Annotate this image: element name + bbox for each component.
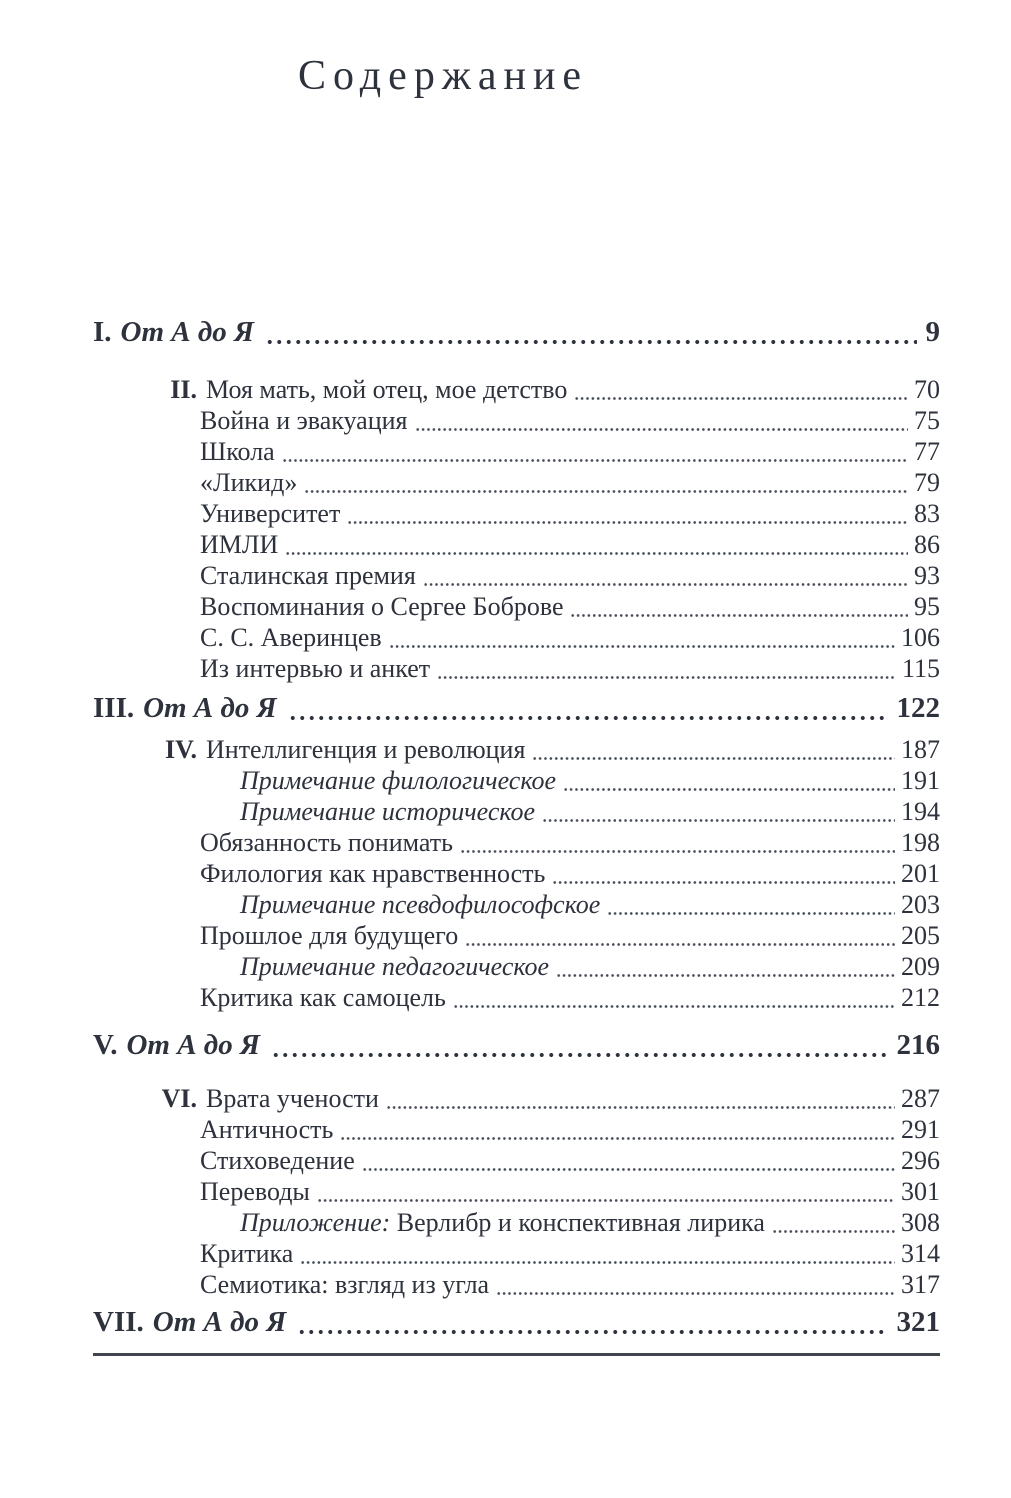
dot-leader <box>389 644 895 649</box>
dot-leader <box>347 520 908 525</box>
dot-leader <box>285 551 908 556</box>
toc-entry <box>93 982 940 1013</box>
section-numeral: IV. <box>164 735 197 764</box>
toc-entry <box>93 858 940 889</box>
entry-title: Из интервью и анкет <box>200 654 431 683</box>
entry-title: Примечание педагогическое <box>240 952 550 981</box>
page-number: 191 <box>901 766 940 795</box>
entry-title: «Ликид» <box>200 468 298 497</box>
page-number: 77 <box>914 437 940 466</box>
page-number: 314 <box>901 1239 940 1268</box>
page-number: 79 <box>914 468 940 497</box>
dot-leader <box>607 911 895 916</box>
page-number: 75 <box>914 406 940 435</box>
section-numeral: VI. <box>161 1084 197 1113</box>
entry-title: Школа <box>200 437 275 466</box>
page-number: 287 <box>901 1084 940 1113</box>
dot-leader <box>556 973 895 978</box>
toc-entry <box>93 889 940 920</box>
dot-leader <box>386 1105 895 1110</box>
page-number: 296 <box>901 1146 940 1175</box>
toc-entry <box>93 1176 940 1207</box>
toc-entry <box>93 1083 940 1114</box>
entry-title: От А до Я <box>143 692 277 724</box>
toc-entry <box>93 1027 940 1063</box>
dot-leader <box>265 339 916 345</box>
page-number: 187 <box>901 735 940 764</box>
dot-leader <box>300 1260 895 1265</box>
dot-leader <box>542 818 895 823</box>
entry-title: От А до Я <box>126 1029 260 1061</box>
page-number: 83 <box>914 499 940 528</box>
entry-title: От А до Я <box>152 1306 287 1338</box>
chapter-numeral: VII. <box>93 1306 144 1338</box>
page-number: 321 <box>896 1306 940 1338</box>
dot-leader <box>496 1291 895 1296</box>
page-number: 93 <box>914 561 940 590</box>
chapter-numeral: V. <box>93 1029 118 1061</box>
page-number: 205 <box>901 921 940 950</box>
entry-title: Критика как самоцель <box>200 983 446 1012</box>
dot-leader <box>304 489 908 494</box>
dot-leader <box>317 1198 895 1203</box>
dot-leader <box>460 849 895 854</box>
dot-leader <box>282 458 908 463</box>
toc-entry <box>93 796 940 827</box>
section-numeral: II. <box>170 375 197 404</box>
toc-entry <box>93 1304 940 1340</box>
entry-title: Интеллигенция и революция <box>206 735 526 764</box>
entry-title: Филология как нравственность <box>200 859 546 888</box>
entry-title: Врата учености <box>206 1084 379 1113</box>
dot-leader <box>362 1167 895 1172</box>
toc-entry <box>93 653 940 684</box>
dot-leader <box>423 582 908 587</box>
toc-entry <box>93 314 940 350</box>
page-number: 216 <box>896 1029 940 1061</box>
toc-entry <box>93 765 940 796</box>
page-number: 115 <box>901 654 940 683</box>
page-number: 198 <box>901 828 940 857</box>
page-number: 203 <box>901 890 940 919</box>
dot-leader <box>453 1004 895 1009</box>
toc-entry <box>93 1114 940 1145</box>
entry-title-label: Приложение: <box>240 1208 391 1237</box>
toc-entry <box>93 622 940 653</box>
entry-title: Университет <box>200 499 341 528</box>
toc-entry <box>93 374 940 405</box>
toc-entry <box>93 1145 940 1176</box>
chapter-numeral: III. <box>93 692 135 724</box>
entry-title: Сталинская премия <box>200 561 416 590</box>
toc-list <box>93 314 940 1340</box>
toc-entry <box>93 467 940 498</box>
toc-entry <box>93 920 940 951</box>
page-number: 201 <box>901 859 940 888</box>
entry-title: Примечание филологическое <box>240 766 557 795</box>
toc-entry <box>93 951 940 982</box>
dot-leader <box>288 715 888 721</box>
entry-title: Обязанность понимать <box>200 828 453 857</box>
dot-leader <box>570 613 908 618</box>
page-number: 86 <box>914 530 940 559</box>
toc-entry <box>93 1269 940 1300</box>
page-number: 308 <box>901 1208 940 1237</box>
page-number: 9 <box>925 316 940 348</box>
dot-leader <box>271 1052 888 1058</box>
toc-entry <box>93 1207 940 1238</box>
page-number: 95 <box>914 592 940 621</box>
toc-entry <box>93 560 940 591</box>
toc-entry <box>93 498 940 529</box>
toc-page <box>93 0 940 1356</box>
entry-title: ИМЛИ <box>200 530 279 559</box>
entry-title: Примечание историческое <box>240 797 536 826</box>
toc-entry <box>93 1238 940 1269</box>
entry-title: Переводы <box>200 1177 310 1206</box>
entry-title: Примечание псевдофилософское <box>240 890 601 919</box>
entry-title: С. С. Аверинцев <box>200 623 382 652</box>
dot-leader <box>772 1229 895 1234</box>
dot-leader <box>532 756 895 761</box>
toc-entry <box>93 734 940 765</box>
toc-entry <box>93 405 940 436</box>
entry-title: Верлибр и конспективная лирика <box>390 1208 765 1237</box>
entry-title: Прошлое для будущего <box>200 921 459 950</box>
entry-title: Критика <box>200 1239 294 1268</box>
dot-leader <box>340 1136 895 1141</box>
entry-title: Семиотика: взгляд из угла <box>200 1270 490 1299</box>
dot-leader <box>574 396 908 401</box>
page-number: 209 <box>901 952 940 981</box>
page-number: 106 <box>901 623 940 652</box>
dot-leader <box>297 1329 887 1335</box>
entry-title: От А до Я <box>120 316 255 348</box>
entry-title: Воспоминания о Сергее Боброве <box>200 592 564 621</box>
page-number: 122 <box>896 692 940 724</box>
page-number: 291 <box>901 1115 940 1144</box>
entry-title: Война и эвакуация <box>200 406 408 435</box>
toc-entry <box>93 827 940 858</box>
entry-title: Античность <box>200 1115 334 1144</box>
dot-leader <box>552 880 895 885</box>
entry-title: Моя мать, мой отец, мое детство <box>206 375 568 404</box>
page-title: Содержание <box>298 53 589 99</box>
chapter-numeral: I. <box>93 316 112 348</box>
dot-leader <box>563 787 895 792</box>
page-number: 301 <box>901 1177 940 1206</box>
page-number: 317 <box>901 1270 940 1299</box>
dot-leader <box>437 675 896 680</box>
bottom-rule <box>93 1353 940 1356</box>
page-number: 212 <box>901 983 940 1012</box>
toc-entry <box>93 529 940 560</box>
dot-leader <box>415 427 908 432</box>
toc-entry <box>93 436 940 467</box>
dot-leader <box>465 942 895 947</box>
page-number: 70 <box>914 375 940 404</box>
toc-entry <box>93 690 940 726</box>
toc-entry <box>93 591 940 622</box>
page-number: 194 <box>901 797 940 826</box>
entry-title: Стиховедение <box>200 1146 355 1175</box>
